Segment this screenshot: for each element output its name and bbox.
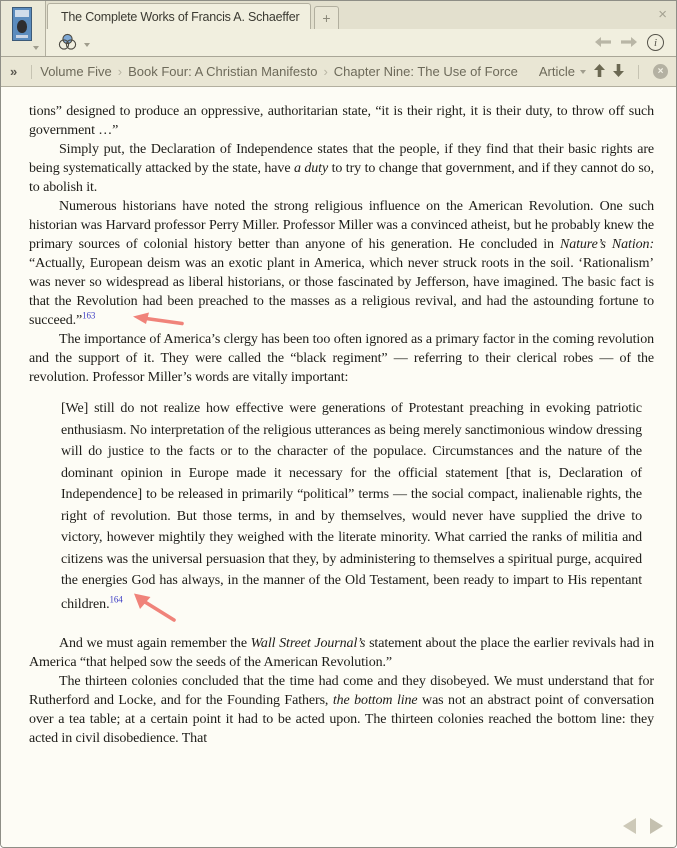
previous-article-icon[interactable] bbox=[594, 64, 605, 80]
emphasized-text: Nature’s Nation: bbox=[559, 237, 655, 252]
close-icon[interactable]: × bbox=[658, 6, 667, 23]
parallel-resources-icon bbox=[57, 33, 78, 56]
close-locator-icon[interactable]: × bbox=[653, 64, 668, 79]
breadcrumb-volume[interactable]: Volume Five bbox=[40, 64, 112, 79]
parallel-resources-button[interactable] bbox=[57, 33, 90, 56]
tab-title: The Complete Works of Francis A. Schaeffer bbox=[61, 9, 300, 24]
breadcrumb-separator-icon: › bbox=[323, 64, 328, 79]
tab-bar bbox=[1, 1, 676, 29]
library-panel[interactable] bbox=[1, 1, 46, 56]
paragraph bbox=[29, 634, 654, 672]
back-icon[interactable] bbox=[595, 34, 611, 52]
locator-bar bbox=[1, 56, 676, 87]
paragraph bbox=[29, 197, 654, 330]
annotation-arrow-icon bbox=[102, 312, 184, 326]
forward-icon[interactable] bbox=[621, 34, 637, 52]
locator-controls bbox=[539, 64, 676, 80]
paragraph bbox=[29, 672, 654, 748]
block-quote bbox=[61, 398, 642, 622]
emphasized-text: the bottom line bbox=[332, 692, 418, 708]
expand-panel-icon[interactable]: » bbox=[10, 64, 18, 79]
text-run: to try to change that government, and if they cannot do so, to abolish it. bbox=[29, 161, 654, 195]
info-icon[interactable]: i bbox=[647, 34, 664, 51]
book-cover-footer-band bbox=[16, 35, 28, 38]
toolbar bbox=[1, 29, 676, 56]
paragraph bbox=[29, 330, 654, 387]
history-controls bbox=[595, 29, 664, 56]
chevron-down-icon bbox=[580, 70, 586, 74]
text-run: Simply put, the Declaration of Independence states that the people, if they find that their basic rights are being systematically attacked by the state, have bbox=[29, 142, 654, 176]
new-tab-button[interactable] bbox=[314, 6, 339, 29]
breadcrumb-book[interactable]: Book Four: A Christian Manifesto bbox=[128, 64, 318, 79]
chevron-down-icon[interactable] bbox=[33, 46, 39, 50]
footnote-link[interactable]: 164 bbox=[109, 593, 123, 604]
emphasized-text: a duty bbox=[293, 161, 329, 176]
text-run: The importance of America’s clergy has been too often ignored as a primary factor in the coming revolution and the support of it. They were called the “black regiment” — referring to their clerical robes — of the revolution. Professor Miller’s words are vitally important: bbox=[29, 332, 654, 385]
breadcrumb-chapter[interactable]: Chapter Nine: The Use of Force bbox=[333, 64, 518, 79]
next-page-icon[interactable] bbox=[650, 818, 663, 834]
text-run: The thirteen colonies concluded that the time had come and they disobeyed. We must understand that for Rutherford and Locke, and for the Founding Fathers, bbox=[29, 673, 654, 708]
book-cover-portrait bbox=[17, 20, 27, 33]
view-mode-dropdown[interactable] bbox=[539, 64, 586, 79]
annotation-arrow-icon bbox=[133, 592, 177, 622]
emphasized-text: Wall Street Journal’s bbox=[250, 635, 366, 651]
resource-tab[interactable] bbox=[47, 3, 311, 29]
text-run: Numerous historians have noted the strong religious influence on the American Revolution. One such historian was Harvard professor Perry Miller. Professor Miller was a convinced atheist, but he probably knew the primary sources of colonial history better than anyone of his generation. He concluded in bbox=[29, 199, 654, 252]
text-run: was not an abstract point of conversation over a tea table; at a certain point it had to be acted upon. The thirteen colonies reached the bottom line: they acted in civil disobedience. That bbox=[29, 692, 654, 746]
view-mode-label: Article bbox=[538, 64, 575, 79]
footnote-link[interactable]: 163 bbox=[82, 310, 96, 321]
text-run: tions” designed to produce an oppressive, authoritarian state, “it is their right, it is their duty, to throw off such government …” bbox=[29, 104, 654, 138]
book-cover-title-band bbox=[15, 10, 29, 17]
paragraph bbox=[29, 140, 654, 197]
chevron-down-icon bbox=[84, 43, 90, 47]
text-run: “Actually, European deism was an exotic plant in America, which never struck roots in the soil. ‘Rationalism’ was never so widespread as liberal historians, or those fascinated by Jefferson, have imagined. The basic fact is that the Revolution had been preached to the masses as a religious revival, and had the astounding fortune to succeed.” bbox=[29, 256, 654, 328]
paragraph bbox=[29, 102, 654, 140]
text-run: And we must again remember the bbox=[59, 635, 251, 651]
next-article-icon[interactable] bbox=[613, 64, 624, 80]
page-navigation bbox=[623, 818, 663, 834]
divider bbox=[638, 65, 639, 79]
document-body bbox=[1, 88, 676, 847]
breadcrumb bbox=[1, 64, 520, 79]
plus-icon: + bbox=[322, 10, 331, 26]
text-run: [We] still do not realize how effective were generations of Protestant preaching in evoking patriotic enthusiasm. No interpretation of the religious utterances as being merely sanctimonious window dressing will do justice to the facts or to the character of the populace. Circumstances and the nature of the dominant opinion in Europe made it necessary for the official statement [that is, Declaration of Independence] to be released in primarily “political” terms — the social compact, inalienable rights, the right of revolution. But those terms, in and by themselves, would never have supplied the drive to victory, however mightily they weighed with the literate minority. What carried the ranks of militia and citizens was the universal persuasion that they, by administering to themselves a spiritual purge, acquired the energies God has always, in the manner of the Old Testament, been ready to impart to His repentant children. bbox=[61, 401, 642, 612]
breadcrumb-separator-icon: › bbox=[117, 64, 123, 79]
divider bbox=[31, 65, 32, 79]
text-run: statement about the place the earlier revivals had in America “that helped sow the seeds of the American Revolution.” bbox=[29, 635, 654, 670]
previous-page-icon[interactable] bbox=[623, 818, 636, 834]
book-cover-icon[interactable] bbox=[12, 7, 32, 41]
